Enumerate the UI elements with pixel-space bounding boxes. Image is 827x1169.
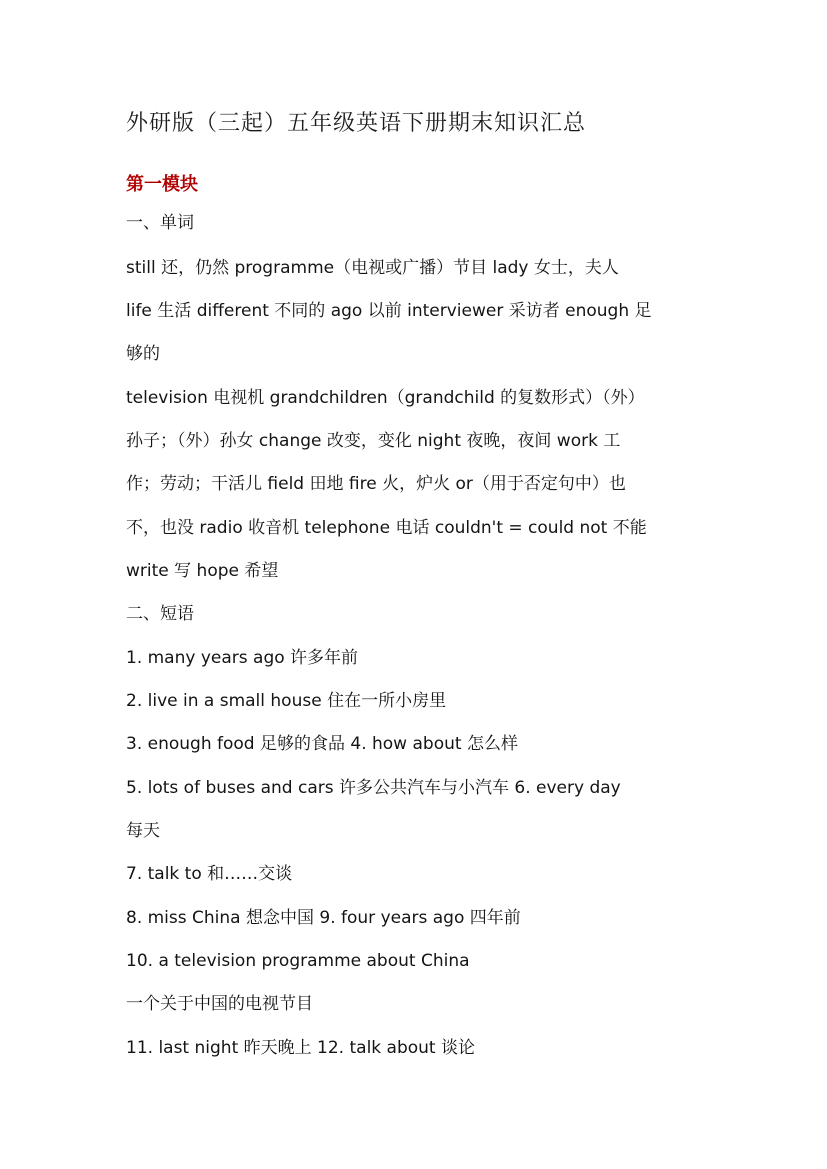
phrase-line: 10. a television programme about China <box>126 951 470 971</box>
document-title: 外研版（三起）五年级英语下册期末知识汇总 <box>126 111 587 136</box>
phrase-line: 1. many years ago 许多年前 <box>126 648 359 668</box>
phrase-line: 3. enough food 足够的食品 4. how about 怎么样 <box>126 734 518 754</box>
words-line: still 还，仍然 programme（电视或广播）节目 lady 女士，夫人 <box>126 258 619 278</box>
module-heading: 第一模块 <box>126 174 198 195</box>
phrase-line: 7. talk to 和……交谈 <box>126 864 293 884</box>
words-line: 够的 <box>126 344 160 364</box>
phrase-line: 2. live in a small house 住在一所小房里 <box>126 691 447 711</box>
words-line: life 生活 different 不同的 ago 以前 interviewer 采访者 enough 足 <box>126 301 652 321</box>
phrase-line: 11. last night 昨天晚上 12. talk about 谈论 <box>126 1038 475 1058</box>
phrase-line: 每天 <box>126 821 160 841</box>
words-line: write 写 hope 希望 <box>126 561 279 581</box>
section-heading-words: 一、单词 <box>126 213 194 233</box>
words-line: 孙子；（外）孙女 change 改变，变化 night 夜晚，夜间 work 工 <box>126 431 621 451</box>
phrase-line: 8. miss China 想念中国 9. four years ago 四年前 <box>126 908 521 928</box>
words-line: television 电视机 grandchildren（grandchild 的复数形式）（外） <box>126 388 645 408</box>
words-line: 作；劳动；干活儿 field 田地 fire 火，炉火 or（用于否定句中）也 <box>126 474 626 494</box>
words-line: 不，也没 radio 收音机 telephone 电话 couldn't = could not 不能 <box>126 518 647 538</box>
phrase-line: 5. lots of buses and cars 许多公共汽车与小汽车 6. every day <box>126 778 621 798</box>
section-heading-phrases: 二、短语 <box>126 604 194 624</box>
phrase-line: 一个关于中国的电视节目 <box>126 994 313 1014</box>
